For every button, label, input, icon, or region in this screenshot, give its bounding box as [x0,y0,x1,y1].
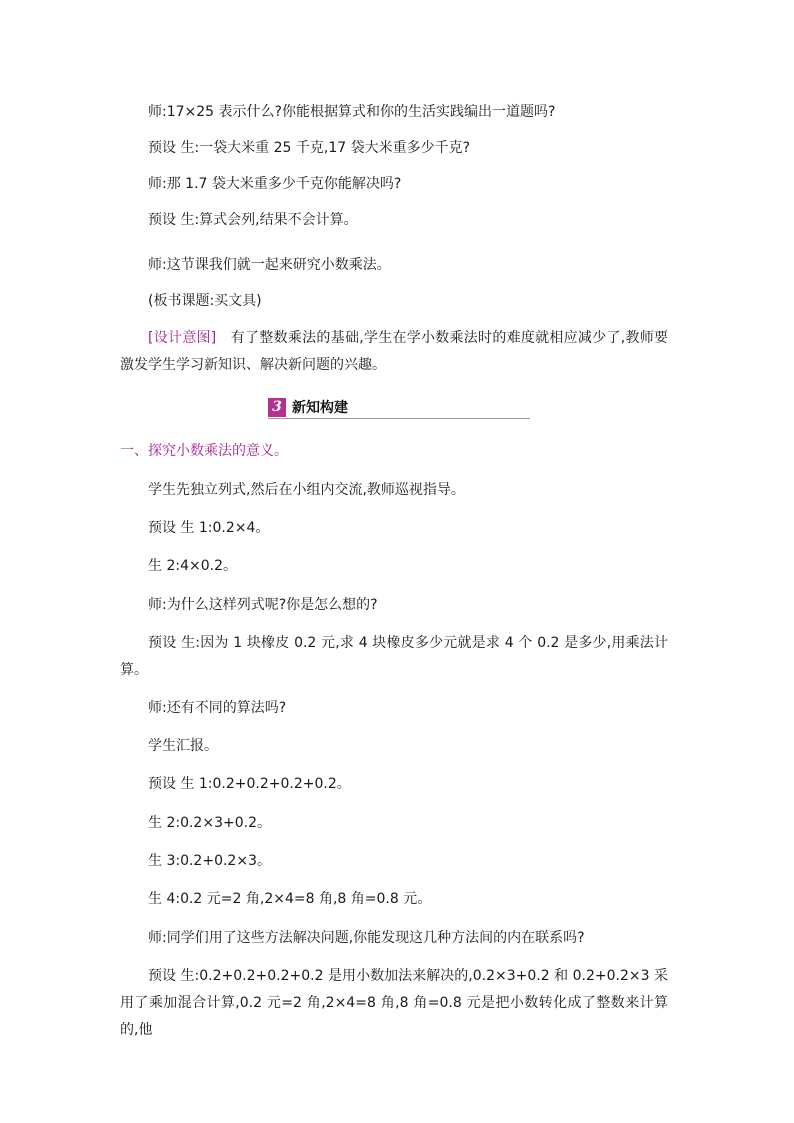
paragraph-body: 预设 生 1:0.2+0.2+0.2+0.2。 [148,776,351,792]
paragraph-body: 师:为什么这样列式呢?你是怎么想的? [148,597,378,613]
paragraph-preset-answer: 预设 生:一袋大米重 25 千克,17 袋大米重多少千克? [148,140,471,156]
paragraph-body: 师:还有不同的算法吗? [148,700,287,716]
section-title: 新知构建 [292,400,348,416]
paragraph-teacher-question: 师:17×25 表示什么?你能根据算式和你的生活实践编出一道题吗? [148,104,556,120]
paragraph-board-title: (板书课题:买文具) [148,293,262,309]
paragraph-body: 预设 生 1:0.2×4。 [148,520,270,536]
paragraph-teacher-followup: 师:那 1.7 袋大米重多少千克你能解决吗? [148,176,402,192]
paragraph-body: 生 2:0.2×3+0.2。 [148,815,271,831]
section-number-badge: 3 [268,398,286,417]
paragraph-teacher-intro: 师:这节课我们就一起来研究小数乘法。 [148,257,391,273]
paragraph-preset-reply: 预设 生:算式会列,结果不会计算。 [148,212,358,228]
paragraph-body: 预设 生:因为 1 块橡皮 0.2 元,求 4 块橡皮多少元就是求 4 个 0.2 是多少,用乘法计算。 [120,635,668,678]
paragraph-body: 师:同学们用了这些方法解决问题,你能发现这几种方法间的内在联系吗? [148,930,585,946]
paragraph-body: 生 2:4×0.2。 [148,558,237,574]
design-intent-paragraph [120,325,668,379]
section-header [268,398,530,419]
subheading: 一、探究小数乘法的意义。 [120,443,288,459]
design-intent-tag: [设计意图] [148,330,217,346]
paragraph-body: 学生汇报。 [148,738,218,754]
paragraph-body: 预设 生:0.2+0.2+0.2+0.2 是用小数加法来解决的,0.2×3+0.2 和 0.2+0.2×3 采用了乘加混合计算,0.2 元=2 角,2×4=8 角,8 角=0.8 元是把小数转化成了整数来计算的,他 [120,968,668,1038]
design-intent-text: 有了整数乘法的基础,学生在学小数乘法时的难度就相应减少了,教师要激发学生学习新知识、解决新问题的兴趣。 [120,330,668,373]
paragraph-body: 生 3:0.2+0.2×3。 [148,853,271,869]
paragraph-body: 生 4:0.2 元=2 角,2×4=8 角,8 角=0.8 元。 [148,891,432,907]
paragraph-body: 学生先独立列式,然后在小组内交流,教师巡视指导。 [148,482,465,498]
